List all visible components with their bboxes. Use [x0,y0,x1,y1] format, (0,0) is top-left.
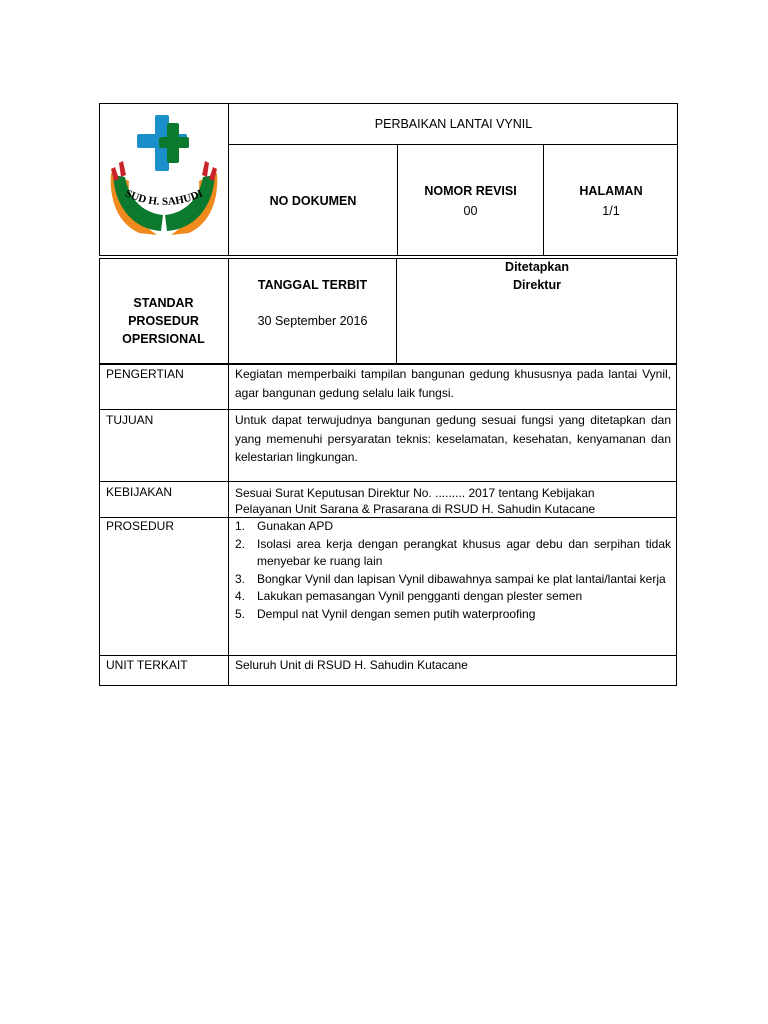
kebijakan-line2: Pelayanan Unit Sarana & Prasarana di RSUD H. Sahudin Kutacane [235,502,596,516]
kebijakan-text [229,481,677,517]
nomor-revisi-label: NOMOR REVISI [424,183,517,198]
ditetapkan-label: Ditetapkan [505,260,569,274]
tujuan-label: TUJUAN [106,413,154,427]
title-text: PERBAIKAN LANTAI VYNIL [374,116,533,131]
no-dokumen-cell [229,145,398,256]
list-item [235,536,671,571]
list-item [235,571,671,589]
prosedur-list [235,518,671,623]
hospital-logo-icon [99,103,229,256]
list-item-text: Gunakan APD [257,519,334,533]
tanggal-terbit-cell [229,258,397,365]
list-item [235,606,671,624]
nomor-revisi-value: 00 [463,203,478,218]
sop-label-line3: OPERSIONAL [122,331,205,346]
list-item-text: Bongkar Vynil dan lapisan Vynil dibawahnya sampai ke plat lantai/lantai kerja [257,571,666,586]
tujuan-text: Untuk dapat terwujudnya bangunan gedung sesuai fungsi yang ditetapkan dan yang memenuhi persyaratan teknis: keselamatan, kesehatan, kenyamanan dan kelestarian lingkungan. [235,413,671,464]
logo-text: SUD H. SAHUDI [123,187,205,209]
pengertian-text: Kegiatan memperbaiki tampilan bangunan gedung khususnya pada lantai Vynil, agar bangunan gedung selalu laik fungsi. [235,367,671,400]
unit-terkait-label: UNIT TERKAIT [106,658,188,672]
list-item-number: 3. [235,571,246,586]
list-item [235,588,671,606]
sop-label-line2: PROSEDUR [128,313,199,328]
prosedur-list-cell [229,517,677,623]
no-dokumen-label: NO DOKUMEN [269,193,357,208]
list-item-number: 4. [235,589,246,603]
nomor-revisi-cell [398,145,544,256]
unit-terkait-text: Seluruh Unit di RSUD H. Sahudin Kutacane [235,658,468,672]
kebijakan-line1: Sesuai Surat Keputusan Direktur No. ......... 2017 tentang Kebijakan [235,486,595,500]
list-item [235,518,671,536]
list-item-number: 5. [235,606,246,621]
halaman-label: HALAMAN [579,183,643,198]
list-item-text: Lakukan pemasangan Vynil pengganti dengan plester semen [257,589,583,603]
kebijakan-label: KEBIJAKAN [106,485,173,499]
direktur-label: Direktur [513,278,561,292]
list-item-number: 1. [235,519,246,533]
sop-label-cell [99,258,229,365]
document-title [229,103,678,145]
tanggal-terbit-label: TANGGAL TERBIT [257,278,368,292]
list-item-number: 2. [235,536,246,551]
list-item-text: Isolasi area kerja dengan perangkat khusus agar debu dan serpihan tidak menyebar ke ruang lain [257,536,671,568]
halaman-cell [544,145,678,256]
pengertian-label: PENGERTIAN [106,367,184,381]
ditetapkan-cell [397,258,677,365]
tanggal-terbit-value: 30 September 2016 [257,314,368,328]
logo-cell [99,103,229,256]
prosedur-label: PROSEDUR [106,519,175,533]
sop-label-line1: STANDAR [133,295,194,310]
list-item-text: Dempul nat Vynil dengan semen putih waterproofing [257,606,536,621]
halaman-value: 1/1 [602,203,620,218]
